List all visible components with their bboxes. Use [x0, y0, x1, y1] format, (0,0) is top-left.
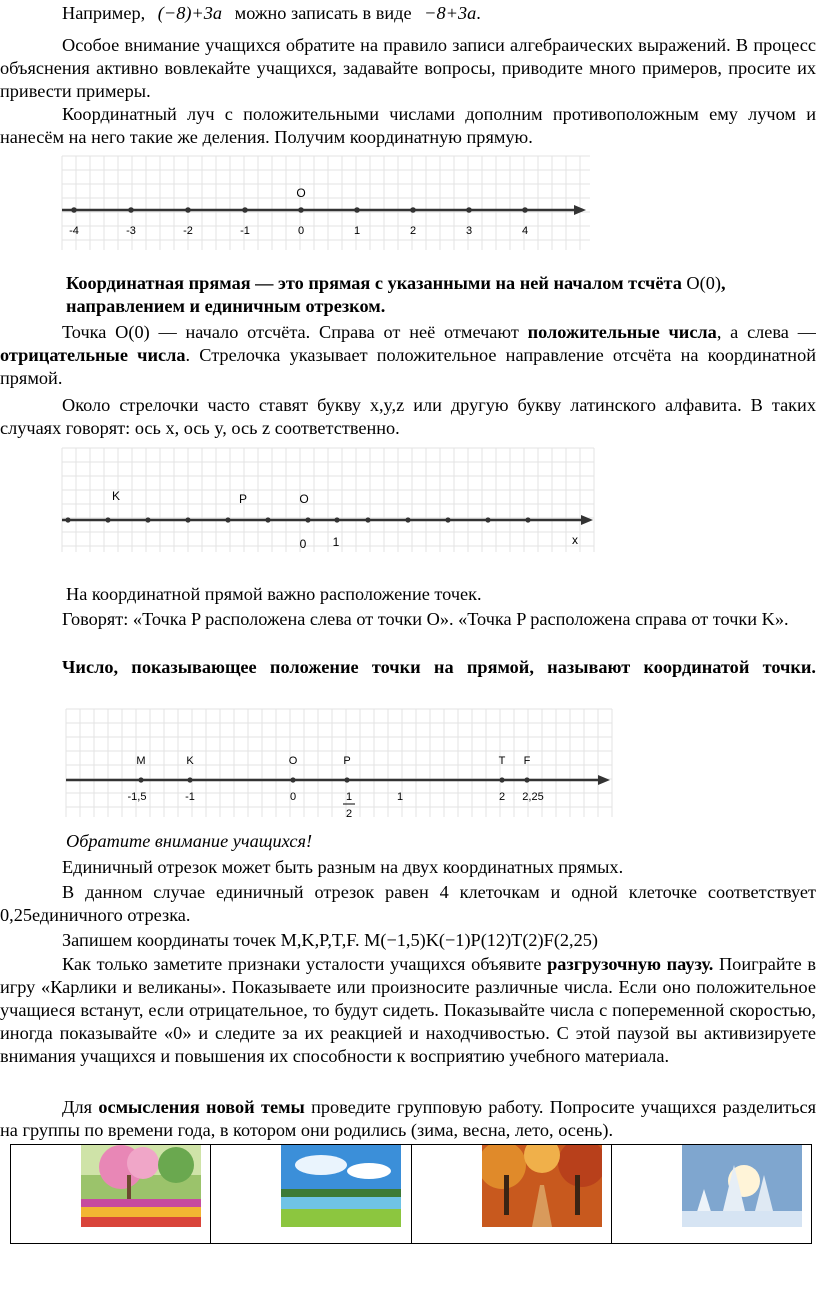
expression-2: −8+3a: [424, 3, 477, 23]
definition-coordinate-line: [0, 272, 816, 318]
tick-dot: [145, 517, 150, 522]
coordinate-label: 1: [396, 791, 404, 803]
seasons-table: [10, 1144, 812, 1244]
fraction-denominator: 2: [345, 808, 353, 820]
point-label: K: [186, 755, 194, 767]
coordinate-label: -1: [185, 791, 195, 803]
tick-dot: [525, 517, 530, 522]
paragraph-left-right: Говорят: «Точка P расположена слева от точки O». «Точка P расположена справа от точки K».: [62, 609, 789, 629]
tick-label: -4: [69, 225, 79, 237]
note-attention: Обратите внимание учащихся!: [66, 831, 313, 851]
tick-dot: [485, 517, 490, 522]
coordinate-line-figure-2: [0, 440, 816, 565]
definition-1-part-1: Координатная прямая — это прямая с указанными на ней началом тсчёта: [66, 273, 682, 293]
tick-label: -2: [183, 225, 193, 237]
tick-dot: [128, 207, 134, 213]
tick-dot: [185, 207, 191, 213]
point-dot: [344, 777, 349, 782]
example-line: [0, 2, 816, 25]
point-dot: [290, 777, 295, 782]
tick-label: -3: [126, 225, 136, 237]
tick-one: 1: [332, 535, 340, 549]
coordinate-line-figure-1: [0, 150, 816, 265]
spring-garden-image: [81, 1145, 201, 1227]
tick-dot: [65, 517, 70, 522]
tick-dot: [242, 207, 248, 213]
autumn-park-image: [482, 1145, 602, 1227]
tick-dot: [105, 517, 110, 522]
definition-1-part-3: , направлением и единичным отрезком.: [66, 273, 726, 316]
tick-label: 1: [353, 225, 361, 237]
coordinate-label: -1,5: [127, 791, 147, 803]
point-dot: [138, 777, 143, 782]
tick-dot: [522, 207, 528, 213]
tick-dot: [305, 517, 310, 522]
tick-dot: [410, 207, 416, 213]
point-p-label: P: [238, 492, 248, 506]
tick-zero: 0: [299, 537, 307, 551]
tick-dot: [71, 207, 77, 213]
point-label: M: [136, 755, 146, 767]
tick-label: 3: [465, 225, 473, 237]
point-label: T: [498, 755, 506, 767]
coordinate-label: 2,25: [522, 791, 544, 803]
cell-autumn: [412, 1145, 612, 1243]
tick-dot: [354, 207, 360, 213]
paragraph-origin: Точка O(0) — начало отсчёта. Справа от неё отмечают положительные числа, а слева — отрицательные числа. Стрелочка указывает положительное направление отсчёта на координатной прямой.: [0, 322, 816, 388]
definition-1-part-2: O(0): [681, 273, 721, 293]
paragraph-unit-segment: Единичный отрезок может быть разным на двух координатных прямых.: [62, 857, 624, 877]
paragraph-group-work: Для осмысления новой темы проведите групповую работу. Попросите учащихся разделиться на группы по времени года, в котором они родились (зима, весна, лето, осень).: [0, 1097, 816, 1140]
example-prefix: Например,: [62, 3, 146, 23]
paragraph-cells: В данном случае единичный отрезок равен 4 клеточкам и одной клеточке соответствует 0,25единичного отрезка.: [0, 882, 816, 925]
definition-coordinate: Число, показывающее положение точки на прямой, называют координатой точки.: [62, 657, 816, 677]
point-label: P: [343, 755, 351, 767]
summer-lake-image: [281, 1145, 401, 1227]
tick-label: 4: [521, 225, 529, 237]
point-k-label: K: [111, 489, 121, 503]
paragraph-algebraic-notation: Особое внимание учащихся обратите на правило записи алгебраических выражений. В процесс объяснения активно вовлекайте учащихся, задавайте вопросы, приводите много примеров, просите их привести примеры.: [0, 35, 816, 101]
tick-dot: [466, 207, 472, 213]
example-suffix: .: [476, 3, 481, 23]
point-label: F: [523, 755, 531, 767]
tick-dot: [225, 517, 230, 522]
tick-dot: [265, 517, 270, 522]
tick-dot: [334, 517, 339, 522]
tick-dot: [365, 517, 370, 522]
origin-label: O: [296, 186, 306, 200]
coordinate-line-figure-3: [0, 705, 816, 835]
axis-x-label: x: [572, 533, 578, 547]
relaxation-pause-term: разгрузочную паузу.: [547, 954, 714, 974]
fraction-numerator: 1: [345, 791, 353, 803]
tick-dot: [445, 517, 450, 522]
new-topic-term: осмысления новой темы: [98, 1097, 305, 1117]
point-dot: [524, 777, 529, 782]
coordinate-label: 0: [289, 791, 297, 803]
tick-label: 0: [297, 225, 305, 237]
tick-dot: [185, 517, 190, 522]
paragraph-coordinate-line-intro: Координатный луч с положительными числами дополним противоположным ему лучом и нанесём на него такие же деления. Получим координатную прямую.: [0, 104, 816, 147]
paragraph-point-location: На координатной прямой важно расположение точек.: [66, 584, 482, 604]
point-dot: [187, 777, 192, 782]
positive-numbers-term: положительные числа: [527, 322, 717, 342]
negative-numbers-term: отрицательные числа: [0, 345, 186, 365]
example-middle: можно записать в виде: [234, 3, 412, 23]
tick-label: 2: [409, 225, 417, 237]
paragraph-axis-letters: Около стрелочки часто ставят букву x,y,z или другую букву латинского алфавита. В таких случаях говорят: ось x, ось y, ось z соответственно.: [0, 395, 816, 438]
paragraph-coordinates: Запишем координаты точек M,K,P,T,F. M(−1,5)K(−1)P(12)T(2)F(2,25): [62, 930, 598, 950]
paragraph-pause: Как только заметите признаки усталости учащихся объявите разгрузочную паузу. Поиграйте в игру «Карлики и великаны». Показываете или произносите различные числа. Если оно положительное учащиеся встанут, если отрицательное, то будут сидеть. Показывайте числа с попеременной скоростью, иногда показывайте «0» и следите за их реакцией и находчивостью. С этой паузой вы активизируете внимания учащихся и повышения их способности к восприятию учебного материала.: [0, 954, 816, 1066]
point-o-label: O: [299, 492, 309, 506]
coordinate-label: 2: [498, 791, 506, 803]
cell-summer: [211, 1145, 411, 1243]
point-label: O: [288, 755, 298, 767]
expression-1: (−8)+3a: [157, 3, 223, 23]
tick-dot: [298, 207, 304, 213]
tick-label: -1: [240, 225, 250, 237]
cell-winter: [612, 1145, 811, 1243]
tick-dot: [405, 517, 410, 522]
winter-forest-image: [682, 1145, 802, 1227]
point-dot: [499, 777, 504, 782]
cell-spring: [11, 1145, 211, 1243]
